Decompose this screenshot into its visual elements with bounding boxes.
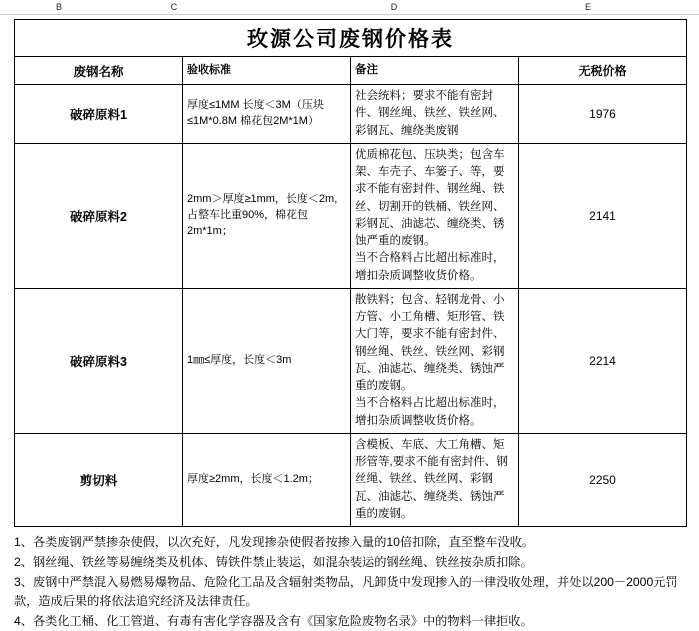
cell-name: 破碎原料2 <box>15 143 183 288</box>
price-table-container <box>0 15 699 527</box>
price-table <box>14 19 687 527</box>
note-item: 2、钢丝绳、铁丝等易缠绕类及机体、铸铁件禁止装运，如混杂装运的钢丝绳、铁丝按杂质扣除。 <box>14 554 533 569</box>
remark-line: 散铁料；包含、轻钢龙骨、小方管、小工角槽、矩形管、铁大门等，要求不能有密封件、钢丝绳、铁丝、铁丝网、彩钢瓦、油滤芯、缠绕类、锈蚀严重的废钢。 <box>355 293 505 392</box>
cell-remark <box>351 288 519 433</box>
cell-price: 1976 <box>519 85 687 144</box>
cell-standard: 2mm＞厚度≥1mm，长度＜2m,占整车比重90%，棉花包2m*1m； <box>183 143 351 288</box>
row-header-corner <box>0 0 14 14</box>
column-header-row <box>0 0 699 15</box>
remark-line: 含模板、车底、大工角槽、矩形管等,要求不能有密封件、钢丝绳、铁丝、铁丝网、彩钢瓦、油滤芯、缠绕类、锈蚀严重的废钢。 <box>355 438 508 520</box>
cell-price: 2214 <box>519 288 687 433</box>
table-header-row <box>15 57 687 85</box>
cell-remark <box>351 85 519 144</box>
table-row <box>15 433 687 526</box>
cell-remark <box>351 143 519 288</box>
cell-name: 剪切料 <box>15 433 183 526</box>
notes-section <box>0 527 699 631</box>
table-row <box>15 288 687 433</box>
cell-price: 2250 <box>519 433 687 526</box>
header-price: 无税价格 <box>519 57 687 85</box>
cell-remark <box>351 433 519 526</box>
note-item: 3、废钢中严禁混入易燃易爆物品、危险化工品及含辐射类物品，凡卸货中发现掺入的一律没收处理，并处以200－2000元罚款，造成后果的将依法追究经济及法律责任。 <box>14 574 678 608</box>
column-header-c[interactable]: C <box>170 2 178 12</box>
table-row <box>15 143 687 288</box>
remark-line: 优质棉花包、压块类；包含车架、车壳子、车篓子、等，要求不能有密封件、钢丝绳、铁丝、切割开的铁桶、铁丝网、彩钢瓦、油滤芯、缠绕类、锈蚀严重的废钢。 <box>355 148 505 247</box>
column-header-b[interactable]: B <box>55 2 62 12</box>
cell-standard: 厚度≤1MM 长度＜3M（压块≤1M*0.8M 棉花包2M*1M） <box>183 85 351 144</box>
cell-standard: 厚度≥2mm，长度＜1.2m； <box>183 433 351 526</box>
column-header-d[interactable]: D <box>390 2 398 12</box>
cell-standard: 1㎜≤厚度，长度＜3m <box>183 288 351 433</box>
table-row <box>15 85 687 144</box>
column-header-overflow <box>632 0 699 14</box>
header-standard: 验收标准 <box>183 57 351 85</box>
cell-name: 破碎原料1 <box>15 85 183 144</box>
table-title-row <box>15 20 687 57</box>
remark-line: 社会统料；要求不能有密封件、钢丝绳、铁丝、铁丝网、彩钢瓦、缠绕类废钢 <box>355 90 505 137</box>
remark-line: 当不合格料占比超出标准时，增扣杂质调整收货价格。 <box>355 397 505 427</box>
remark-line: 当不合格料占比超出标准时，增扣杂质调整收货价格。 <box>355 252 505 282</box>
note-item: 1、各类废钢严禁掺杂使假，以次充好，凡发现掺杂使假者按掺入量的10倍扣除，直至整车没收。 <box>14 535 535 549</box>
page-title: 玫源公司废钢价格表 <box>15 20 687 57</box>
column-header-e[interactable]: E <box>584 2 591 12</box>
header-remark: 备注 <box>351 57 519 85</box>
note-item: 4、各类化工桶、化工管道、有毒有害化学容器及含有《国家危险废物名录》中的物料一律拒收。 <box>14 613 533 628</box>
cell-price: 2141 <box>519 143 687 288</box>
cell-name: 破碎原料3 <box>15 288 183 433</box>
header-name: 废钢名称 <box>15 57 183 85</box>
